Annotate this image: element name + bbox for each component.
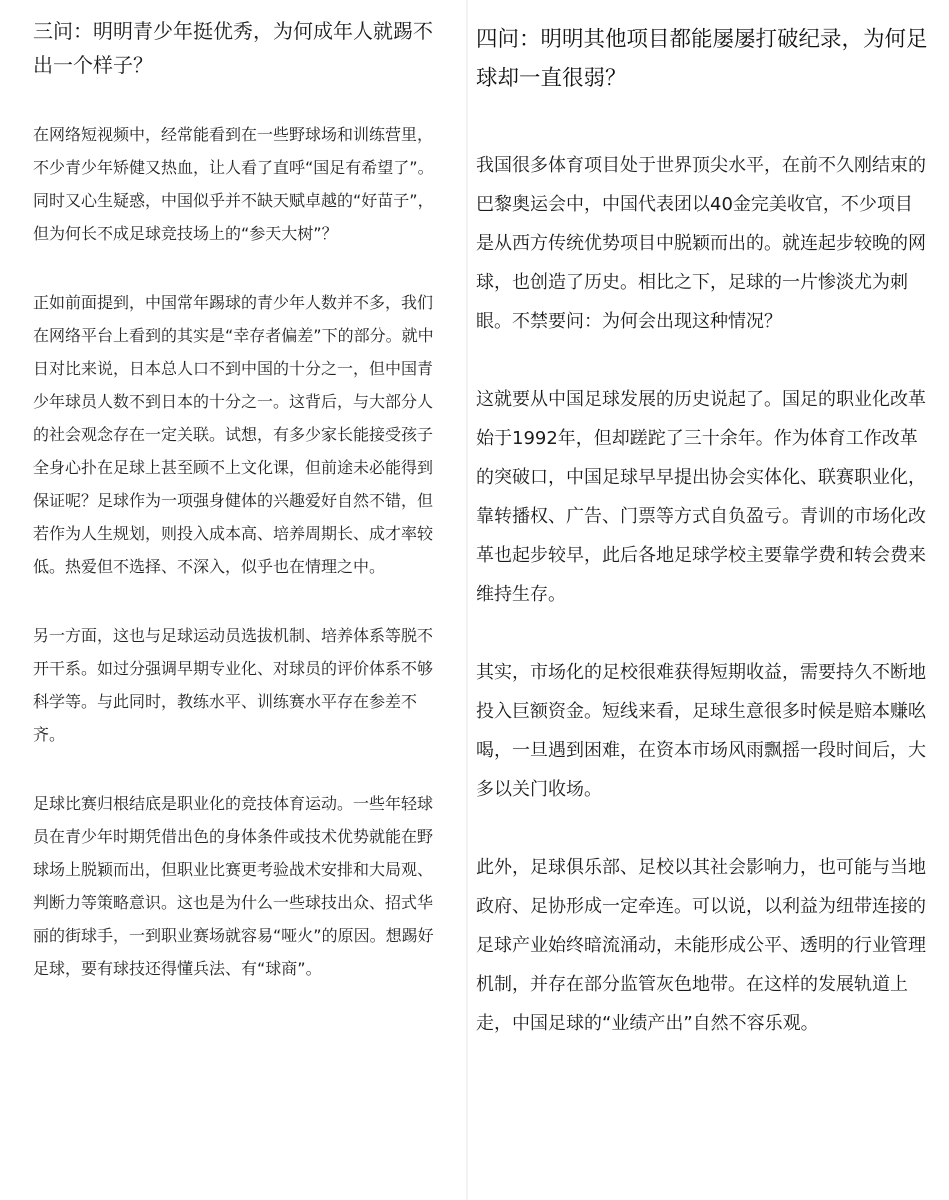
- left-column: [0, 0, 466, 1200]
- right-paragraph-2: 这就要从中国足球发展的历史说起了。国足的职业化改革始于1992年，但却蹉跎了三十余年。作为体育工作改革的突破口，中国足球早早提出协会实体化、联赛职业化，靠转播权、广告、门票等方式自负盈亏。青训的市场化改革也起步较早，此后各地足球学校主要靠学费和转会费来维持生存。: [476, 389, 926, 605]
- left-paragraph-3: 另一方面，这也与足球运动员选拔机制、培养体系等脱不开干系。如过分强调早期专业化、对球员的评价体系不够科学等。与此同时，教练水平、训练赛水平存在参差不齐。: [33, 626, 434, 744]
- left-paragraph-4: 足球比赛归根结底是职业化的竞技体育运动。一些年轻球员在青少年时期凭借出色的身体条件或技术优势就能在野球场上脱颖而出，但职业比赛更考验战术安排和大局观、判断力等策略意识。这也是为什么一些球技出众、招式华丽的街球手，一到职业赛场就容易“哑火”的原因。想踢好足球，要有球技还得懂兵法、有“球商”。: [33, 794, 434, 978]
- section-title-four: 四问：明明其他项目都能屡屡打破纪录，为何足球却一直很弱？: [476, 27, 928, 91]
- left-paragraph-2: 正如前面提到，中国常年踢球的青少年人数并不多，我们在网络平台上看到的其实是“幸存者偏差”下的部分。就中日对比来说，日本总人口不到中国的十分之一，但中国青少年球员人数不到日本的十分之一。这背后，与大部分人的社会观念存在一定关联。试想，有多少家长能接受孩子全身心扑在足球上甚至顾不上文化课，但前途未必能得到保证呢？足球作为一项强身健体的兴趣爱好自然不错，但若作为人生规划，则投入成本高、培养周期长、成才率较低。热爱但不选择、不深入，似乎也在情理之中。: [33, 293, 434, 576]
- right-paragraph-4: 此外，足球俱乐部、足校以其社会影响力，也可能与当地政府、足协形成一定牵连。可以说，以利益为纽带连接的足球产业始终暗流涌动，未能形成公平、透明的行业管理机制，并存在部分监管灰色地带。在这样的发展轨道上走，中国足球的“业绩产出”自然不容乐观。: [476, 857, 926, 1034]
- right-paragraph-1: 我国很多体育项目处于世界顶尖水平，在前不久刚结束的巴黎奥运会中，中国代表团以40金完美收官，不少项目是从西方传统优势项目中脱颖而出的。就连起步较晚的网球，也创造了历史。相比之下，足球的一片惨淡尤为刺眼。不禁要问：为何会出现这种情况？: [476, 155, 926, 332]
- left-paragraph-1: 在网络短视频中，经常能看到在一些野球场和训练营里，不少青少年矫健又热血，让人看了直呼“国足有希望了”。同时又心生疑惑，中国似乎并不缺天赋卓越的“好苗子”，但为何长不成足球竞技场上的“参天大树”？: [33, 125, 434, 243]
- right-paragraph-3: 其实，市场化的足校很难获得短期收益，需要持久不断地投入巨额资金。短线来看，足球生意很多时候是赔本赚吆喝，一旦遇到困难，在资本市场风雨飘摇一段时间后，大多以关门收场。: [476, 662, 926, 800]
- right-column: [466, 0, 949, 1200]
- section-title-three: 三问：明明青少年挺优秀，为何成年人就踢不出一个样子？: [33, 19, 433, 77]
